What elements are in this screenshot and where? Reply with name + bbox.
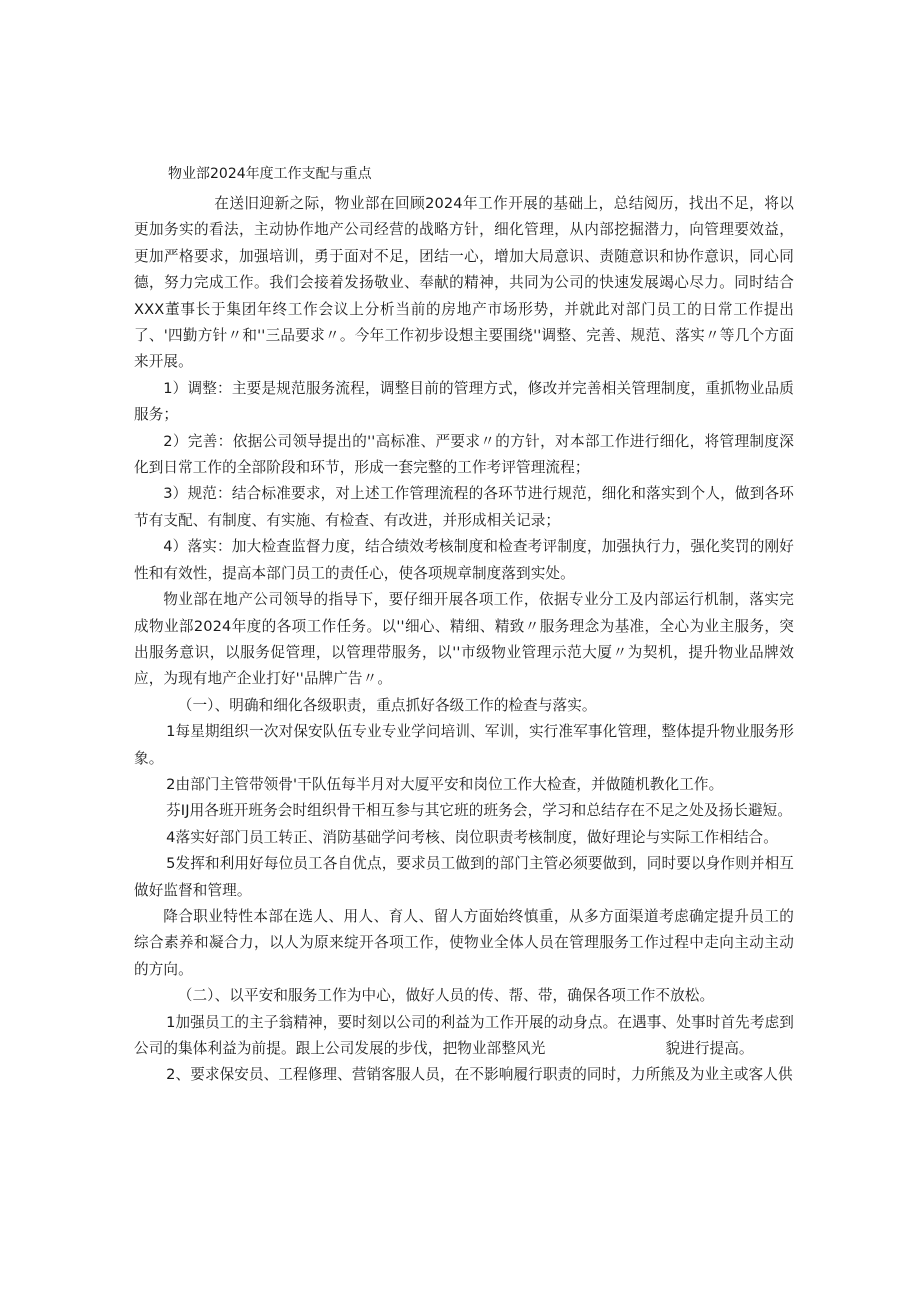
section-two-item-1-text: 1加强员工的主子翁精神，要时刻以公司的利益为工作开展的动身点。在遇事、处事时首先考虑到公司的集体利益为前提。跟上公司发展的步伐，把物业部整风光 bbox=[134, 1013, 794, 1057]
section-two-item-2: 2、要求保安员、工程修理、营销客服人员，在不影响履行职责的同时，力所熊及为业主或客人供 bbox=[166, 1066, 793, 1084]
staffing-paragraph: 降合职业特性本部在选人、用人、育人、留人方面始终慎重，从多方面渠道考虑确定提升员工的综合素养和凝合力，以人为原来绽开各项工作，使物业全体人员在管理服务工作过程中走向主动主动的方向。 bbox=[134, 907, 794, 978]
section-one-item-5: 5发挥和利用好每位员工各自优点，要求员工做到的部门主管必须要做到，同时要以身作则并相互做好监督和管理。 bbox=[134, 855, 794, 899]
intro-paragraph: 在送旧迎新之际，物业部在回顾2024年工作开展的基础上，总结阅历，找出不足，将以更加务实的看法，主动协作地产公司经营的战略方针，细化管理，从内部挖掘潜力，向管理要效益，更加严格要求，加强培训，勇于面对不足，团结一心，增加大局意识、责随意识和协作意识，同心同德，努力完成工作。我们会接着发扬敬业、奉献的精神，共同为公司的快速发展竭心尽力。同时结合XXX董事长于集团年终工作会议上分析当前的房地产市场形势，并就此对部门员工的日常工作提出了、'四勤方针〃和''三品要求〃。今年工作初步设想主要围绕''调整、完善、规范、落实〃等几个方面来开展。 bbox=[134, 195, 794, 371]
section-two-item-1 bbox=[134, 1010, 794, 1063]
item-improve: 2）完善：依据公司领导提出的''高标准、严要求〃的方针，对本部工作进行细化，将管理制度深化到日常工作的全部阶段和环节，形成一套完整的工作考评管理流程； bbox=[134, 432, 794, 477]
section-one-item-1: 1每星期组织一次对保安队伍专业专业学问培训、军训，实行准军事化管理，整体提升物业服务形象。 bbox=[134, 723, 794, 767]
section-heading-two: （二）、以平安和服务工作为中心，做好人员的传、帮、带，确保各项工作不放松。 bbox=[177, 987, 715, 1005]
guidance-paragraph: 物业部在地产公司领导的指导下，要仔细开展各项工作，依据专业分工及内部运行机制，落实完成物业部2024年度的各项工作任务。以''细心、精细、精致〃服务理念为基准，全心为业主服务，突出服务意识，以服务促管理，以管理带服务，以''市级物业管理示范大厦〃为契机，提升物业品牌效应，为现有地产企业打好''品牌广告〃。 bbox=[134, 591, 794, 688]
section-one-item-2: 2由部门主管带领骨'干队伍每半月对大厦平安和岗位工作大检查，并做随机教化工作。 bbox=[166, 775, 724, 793]
item-standardize: 3）规范：结合标准要求，对上述工作管理流程的各环节进行规范，细化和落实到个人，做到各环节有支配、有制度、有实施、有检查、有改进，并形成相关记录； bbox=[134, 485, 794, 529]
document-title: 物业部2024年度工作支配与重点 bbox=[168, 166, 372, 182]
section-one-item-4: 4落实好部门员工转正、消防基础学问考核、岗位职责考核制度，做好理论与实际工作相结合。 bbox=[166, 828, 778, 846]
item-adjust: 1）调整：主要是规范服务流程，调整目前的管理方式，修改并完善相关管理制度，重抓物业品质服务； bbox=[134, 379, 794, 424]
document-body bbox=[134, 191, 794, 1089]
item-implement: 4）落实：加大检查监督力度，结合绩效考核制度和检查考评制度，加强执行力，强化奖罚的刚好性和有效性，提高本部门员工的责任心，使各项规章制度落到实处。 bbox=[134, 538, 794, 582]
section-two-item-1-tail: 貌进行提高。 bbox=[665, 1040, 754, 1057]
section-heading-one: （一）、明确和细化各级职责，重点抓好各级工作的检查与落实。 bbox=[177, 696, 597, 714]
section-one-item-3: 芬IJ用各班开班务会时组织骨干相互参与其它班的班务会，学习和总结存在不足之处及扬长避短。 bbox=[166, 802, 793, 820]
